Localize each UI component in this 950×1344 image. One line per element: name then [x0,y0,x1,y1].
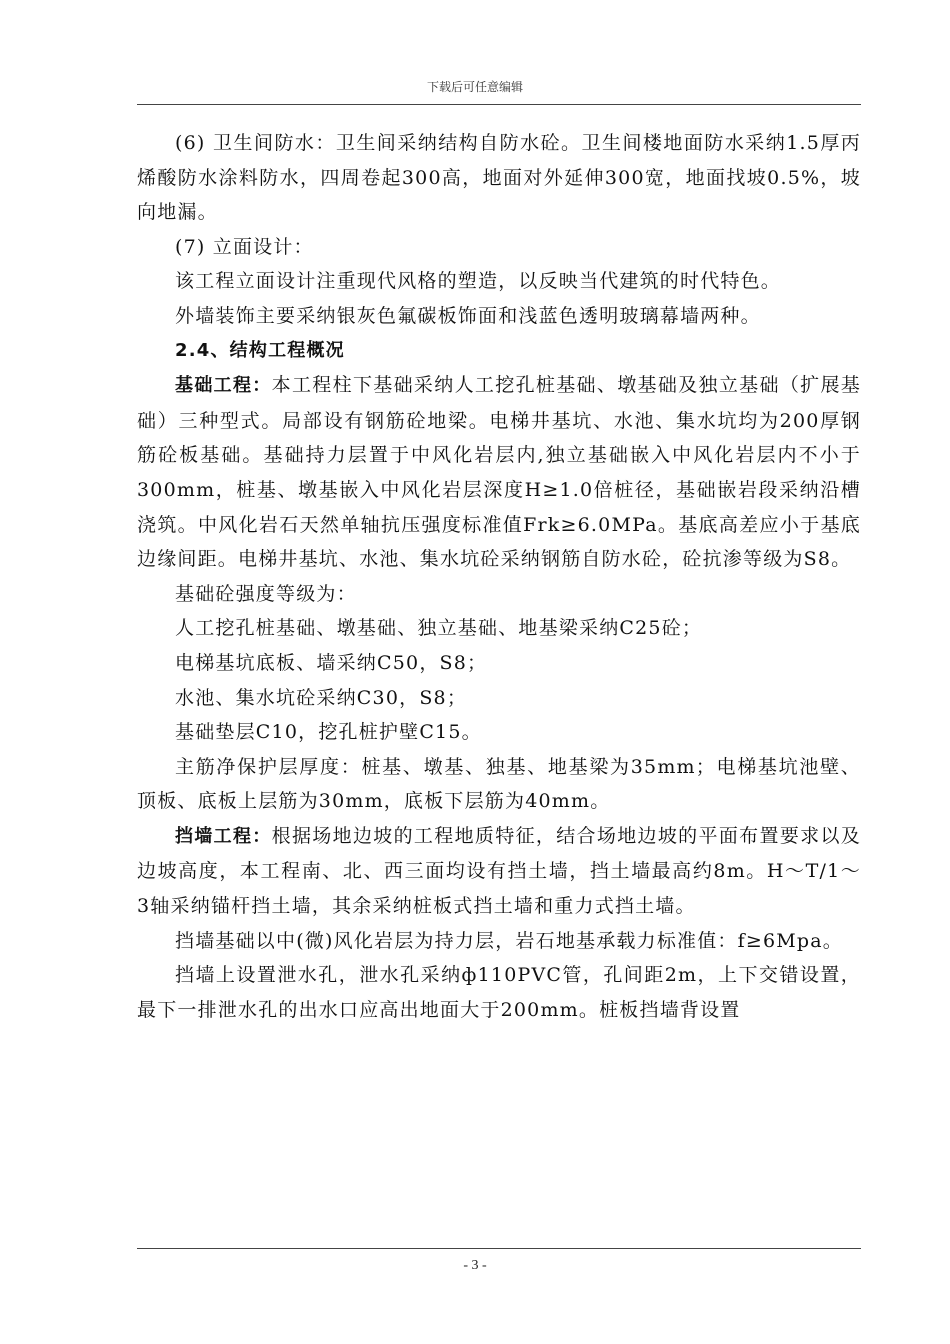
foundation-text: 本工程柱下基础采纳人工挖孔桩基础、墩基础及独立基础（扩展基础）三种型式。局部设有钢筋砼地梁。电梯井基坑、水池、集水坑均为200厚钢筋砼板基础。基础持力层置于中风化岩层内,独立基础嵌入中风化岩层内不小于300mm，桩基、墩基嵌入中风化岩层深度H≥1.0倍桩径，基础嵌岩段采纳沿槽浇筑。中风化岩石天然单轴抗压强度标准值Frk≥6.0MPa。基底高差应小于基底边缘间距。电梯井基坑、水池、集水坑砼采纳钢筋自防水砼，砼抗渗等级为S8。 [137,374,861,571]
section-heading: 2.4、结构工程概况 [175,339,345,361]
foundation-label: 基础工程： [175,375,272,397]
paragraph-facade-style: 该工程立面设计注重现代风格的塑造，以反映当代建筑的时代特色。 [175,270,782,293]
paragraph-grade-pool: 水池、集水坑砼采纳C30，S8； [175,686,468,709]
paragraph-grade-cushion: 基础垫层C10，挖孔桩护壁C15。 [175,721,482,744]
paragraph-facade-design-title: (7) 立面设计： [175,235,314,258]
page-number: - 3 - [463,1258,487,1273]
paragraph-exterior-finish: 外墙装饰主要采纳银灰色氟碳板饰面和浅蓝色透明玻璃幕墙两种。 [175,304,761,327]
paragraph-wall-foundation: 挡墙基础以中(微)风化岩层为持力层，岩石地基承载力标准值：f≥6Mpa。 [175,929,844,952]
paragraph-grade-pile: 人工挖孔桩基础、墩基础、独立基础、地基梁采纳C25砼； [175,617,703,640]
paragraph-cover-thickness: 主筋净保护层厚度：桩基、墩基、独基、地基梁为35mm；电梯基坑池壁、顶板、底板上层筋为30mm，底板下层筋为40mm。 [137,755,861,813]
retaining-wall-text: 根据场地边坡的工程地质特征，结合场地边坡的平面布置要求以及边坡高度，本工程南、北、西三面均设有挡土墙，挡土墙最高约8m。H～T/1～3轴采纳锚杆挡土墙，其余采纳桩板式挡土墙和重力式挡土墙。 [137,824,861,918]
header-divider [137,104,861,105]
footer-divider [137,1248,861,1249]
paragraph-concrete-grade-intro: 基础砼强度等级为： [175,582,357,605]
paragraph-retaining-wall [137,819,861,924]
paragraph-foundation [137,368,861,577]
paragraph-grade-elevator: 电梯基坑底板、墙采纳C50，S8； [175,651,488,674]
paragraph-toilet-waterproofing: (6) 卫生间防水：卫生间采纳结构自防水砼。卫生间楼地面防水采纳1.5厚丙烯酸防水涂料防水，四周卷起300高，地面对外延伸300宽，地面找坡0.5%，坡向地漏。 [137,132,861,224]
page-header: 下载后可任意编辑 [426,80,523,94]
paragraph-drain-holes: 挡墙上设置泄水孔，泄水孔采纳ф110PVC管，孔间距2m，上下交错设置，最下一排泄水孔的出水口应高出地面大于200mm。桩板挡墙背设置 [137,964,861,1021]
document-body [137,126,861,1027]
retaining-wall-label: 挡墙工程： [175,825,272,847]
